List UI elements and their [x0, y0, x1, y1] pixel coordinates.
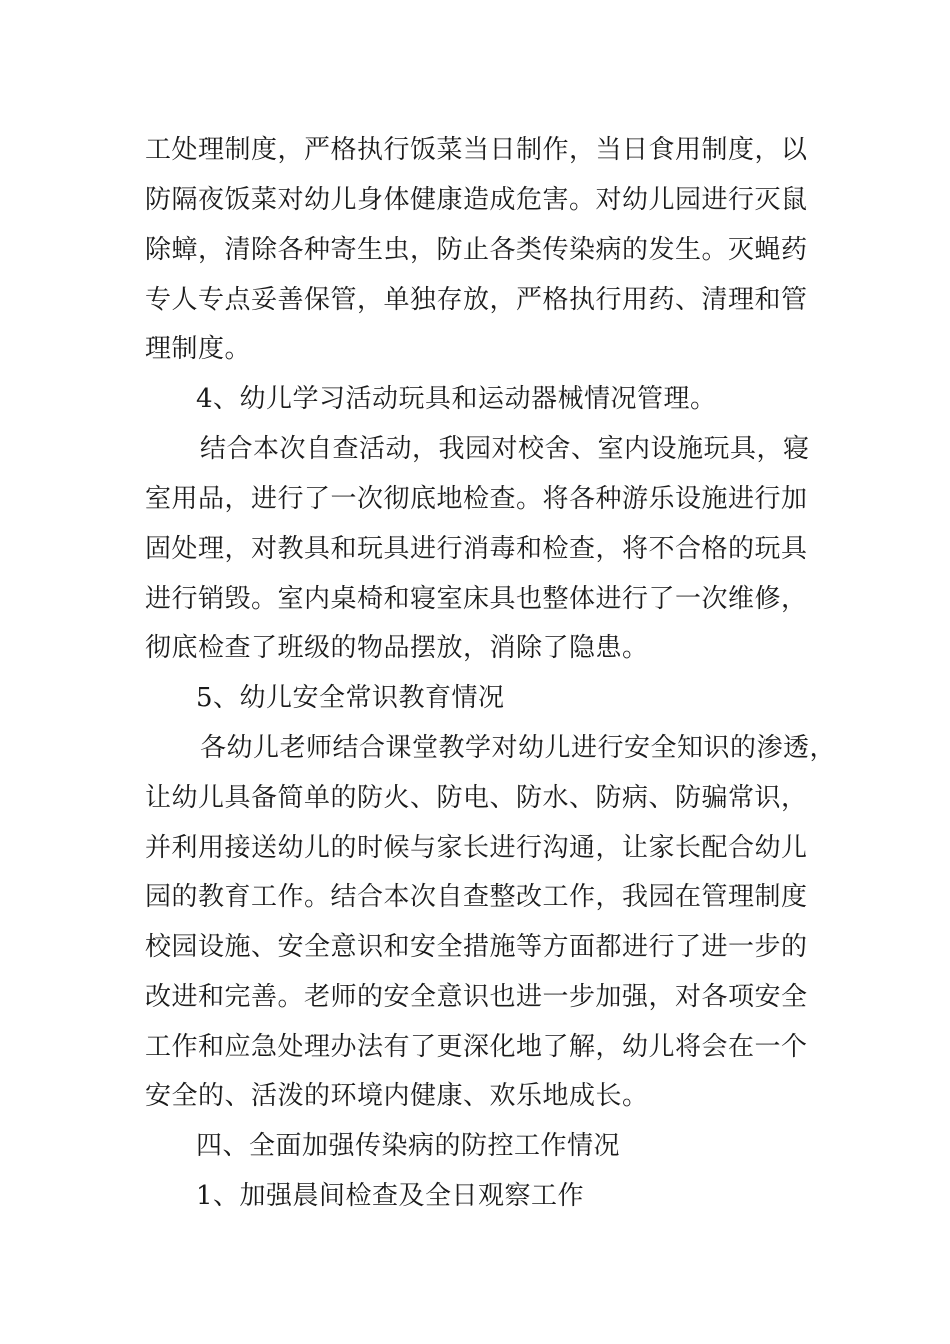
text-line: 固处理，对教具和玩具进行消毒和检查，将不合格的玩具	[145, 534, 808, 564]
text-line: 理制度。	[145, 334, 252, 364]
text-line: 彻底检查了班级的物品摆放，消除了隐患。	[145, 633, 649, 663]
section-heading: 4、幼儿学习活动玩具和运动器械情况管理。	[196, 384, 717, 414]
text-line: 室用品，进行了一次彻底地检查。将各种游乐设施进行加	[145, 484, 808, 514]
section-heading: 5、幼儿安全常识教育情况	[196, 683, 505, 713]
text-line: 让幼儿具备简单的防火、防电、防水、防病、防骗常识，	[145, 783, 808, 813]
section-heading: 1、加强晨间检查及全日观察工作	[196, 1181, 585, 1211]
text-line: 校园设施、安全意识和安全措施等方面都进行了进一步的	[145, 932, 808, 962]
text-line: 专人专点妥善保管，单独存放，严格执行用药、清理和管	[145, 285, 808, 315]
text-line: 进行销毁。室内桌椅和寝室床具也整体进行了一次维修，	[145, 584, 808, 614]
text-line: 改进和完善。老师的安全意识也进一步加强，对各项安全	[145, 982, 808, 1012]
text-line: 除蟑，清除各种寄生虫，防止各类传染病的发生。灭蝇药	[145, 235, 808, 265]
section-heading: 四、全面加强传染病的防控工作情况	[196, 1131, 621, 1161]
text-line: 防隔夜饭菜对幼儿身体健康造成危害。对幼儿园进行灭鼠	[145, 185, 808, 215]
text-line: 安全的、活泼的环境内健康、欢乐地成长。	[145, 1081, 649, 1111]
text-line: 园的教育工作。结合本次自查整改工作，我园在管理制度	[145, 882, 808, 912]
text-line: 各幼儿老师结合课堂教学对幼儿进行安全知识的渗透，	[200, 733, 837, 763]
text-line: 并利用接送幼儿的时候与家长进行沟通，让家长配合幼儿	[145, 833, 808, 863]
text-line: 结合本次自查活动，我园对校舍、室内设施玩具，寝	[200, 434, 810, 464]
text-line: 工处理制度，严格执行饭菜当日制作，当日食用制度，以	[145, 135, 808, 165]
text-line: 工作和应急处理办法有了更深化地了解，幼儿将会在一个	[145, 1032, 808, 1062]
